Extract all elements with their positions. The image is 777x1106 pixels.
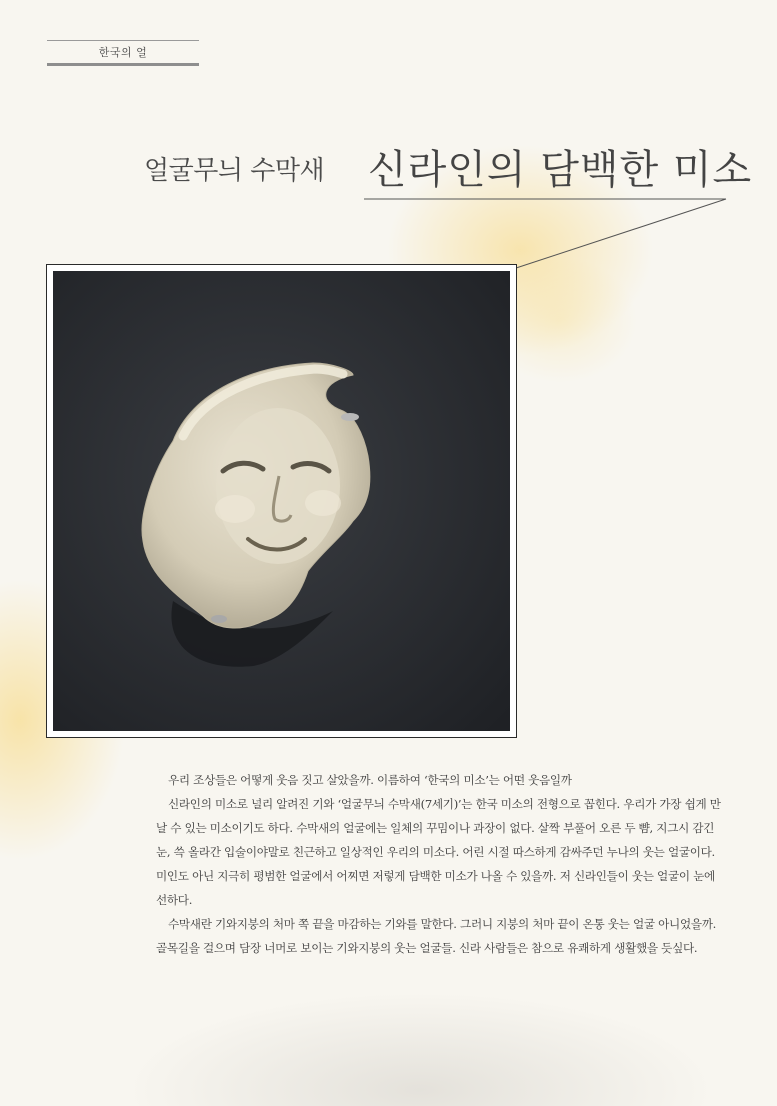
sculpture-photo-icon <box>53 271 510 731</box>
photo-frame <box>46 264 517 738</box>
title-block <box>140 138 753 198</box>
page-title: 신라인의 담백한 미소 <box>368 147 753 193</box>
article-paragraph: 우리 조상들은 어떻게 웃음 짓고 살았을까. 이름하여 ‘한국의 미소’는 어떤 웃음일까 <box>168 773 572 787</box>
section-label: 한국의 얼 <box>47 40 199 66</box>
article-body <box>156 768 728 960</box>
roof-tile-face-photo <box>53 271 510 731</box>
article-paragraph: 신라인의 미소로 널리 알려진 기와 ‘얼굴무늬 수막새(7세기)’는 한국 미소의 전형으로 꼽힌다. 우리가 가장 쉽게 만날 수 있는 미소이기도 하다. 수막새의 얼굴에는 일체의 꾸밈이나 과장이 없다. 살짝 부풀어 오른 두 뺨, 지그시 감긴 눈, 쓱 올라간 입술이야말로 친근하고 일상적인 우리의 미소다. 어린 시절 따스하게 감싸주던 누나의 웃는 얼굴이다. 미인도 아닌 지극히 평범한 얼굴에서 어찌면 저렇게 담백한 미소가 나올 수 있을까. 저 신라인들이 웃는 얼굴이 눈에 선하다. <box>156 797 721 907</box>
article-paragraph: 수막새란 기와지붕의 처마 쪽 끝을 마감하는 기와를 말한다. 그러니 지붕의 처마 끝이 온통 웃는 얼굴 아니었을까. 골목길을 걸으며 담장 너머로 보이는 기와지붕의 웃는 얼굴들. 신라 사람들은 참으로 유쾌하게 생활했을 듯싶다. <box>156 917 717 955</box>
subtitle: 얼굴무늬 수막새 <box>144 156 325 186</box>
